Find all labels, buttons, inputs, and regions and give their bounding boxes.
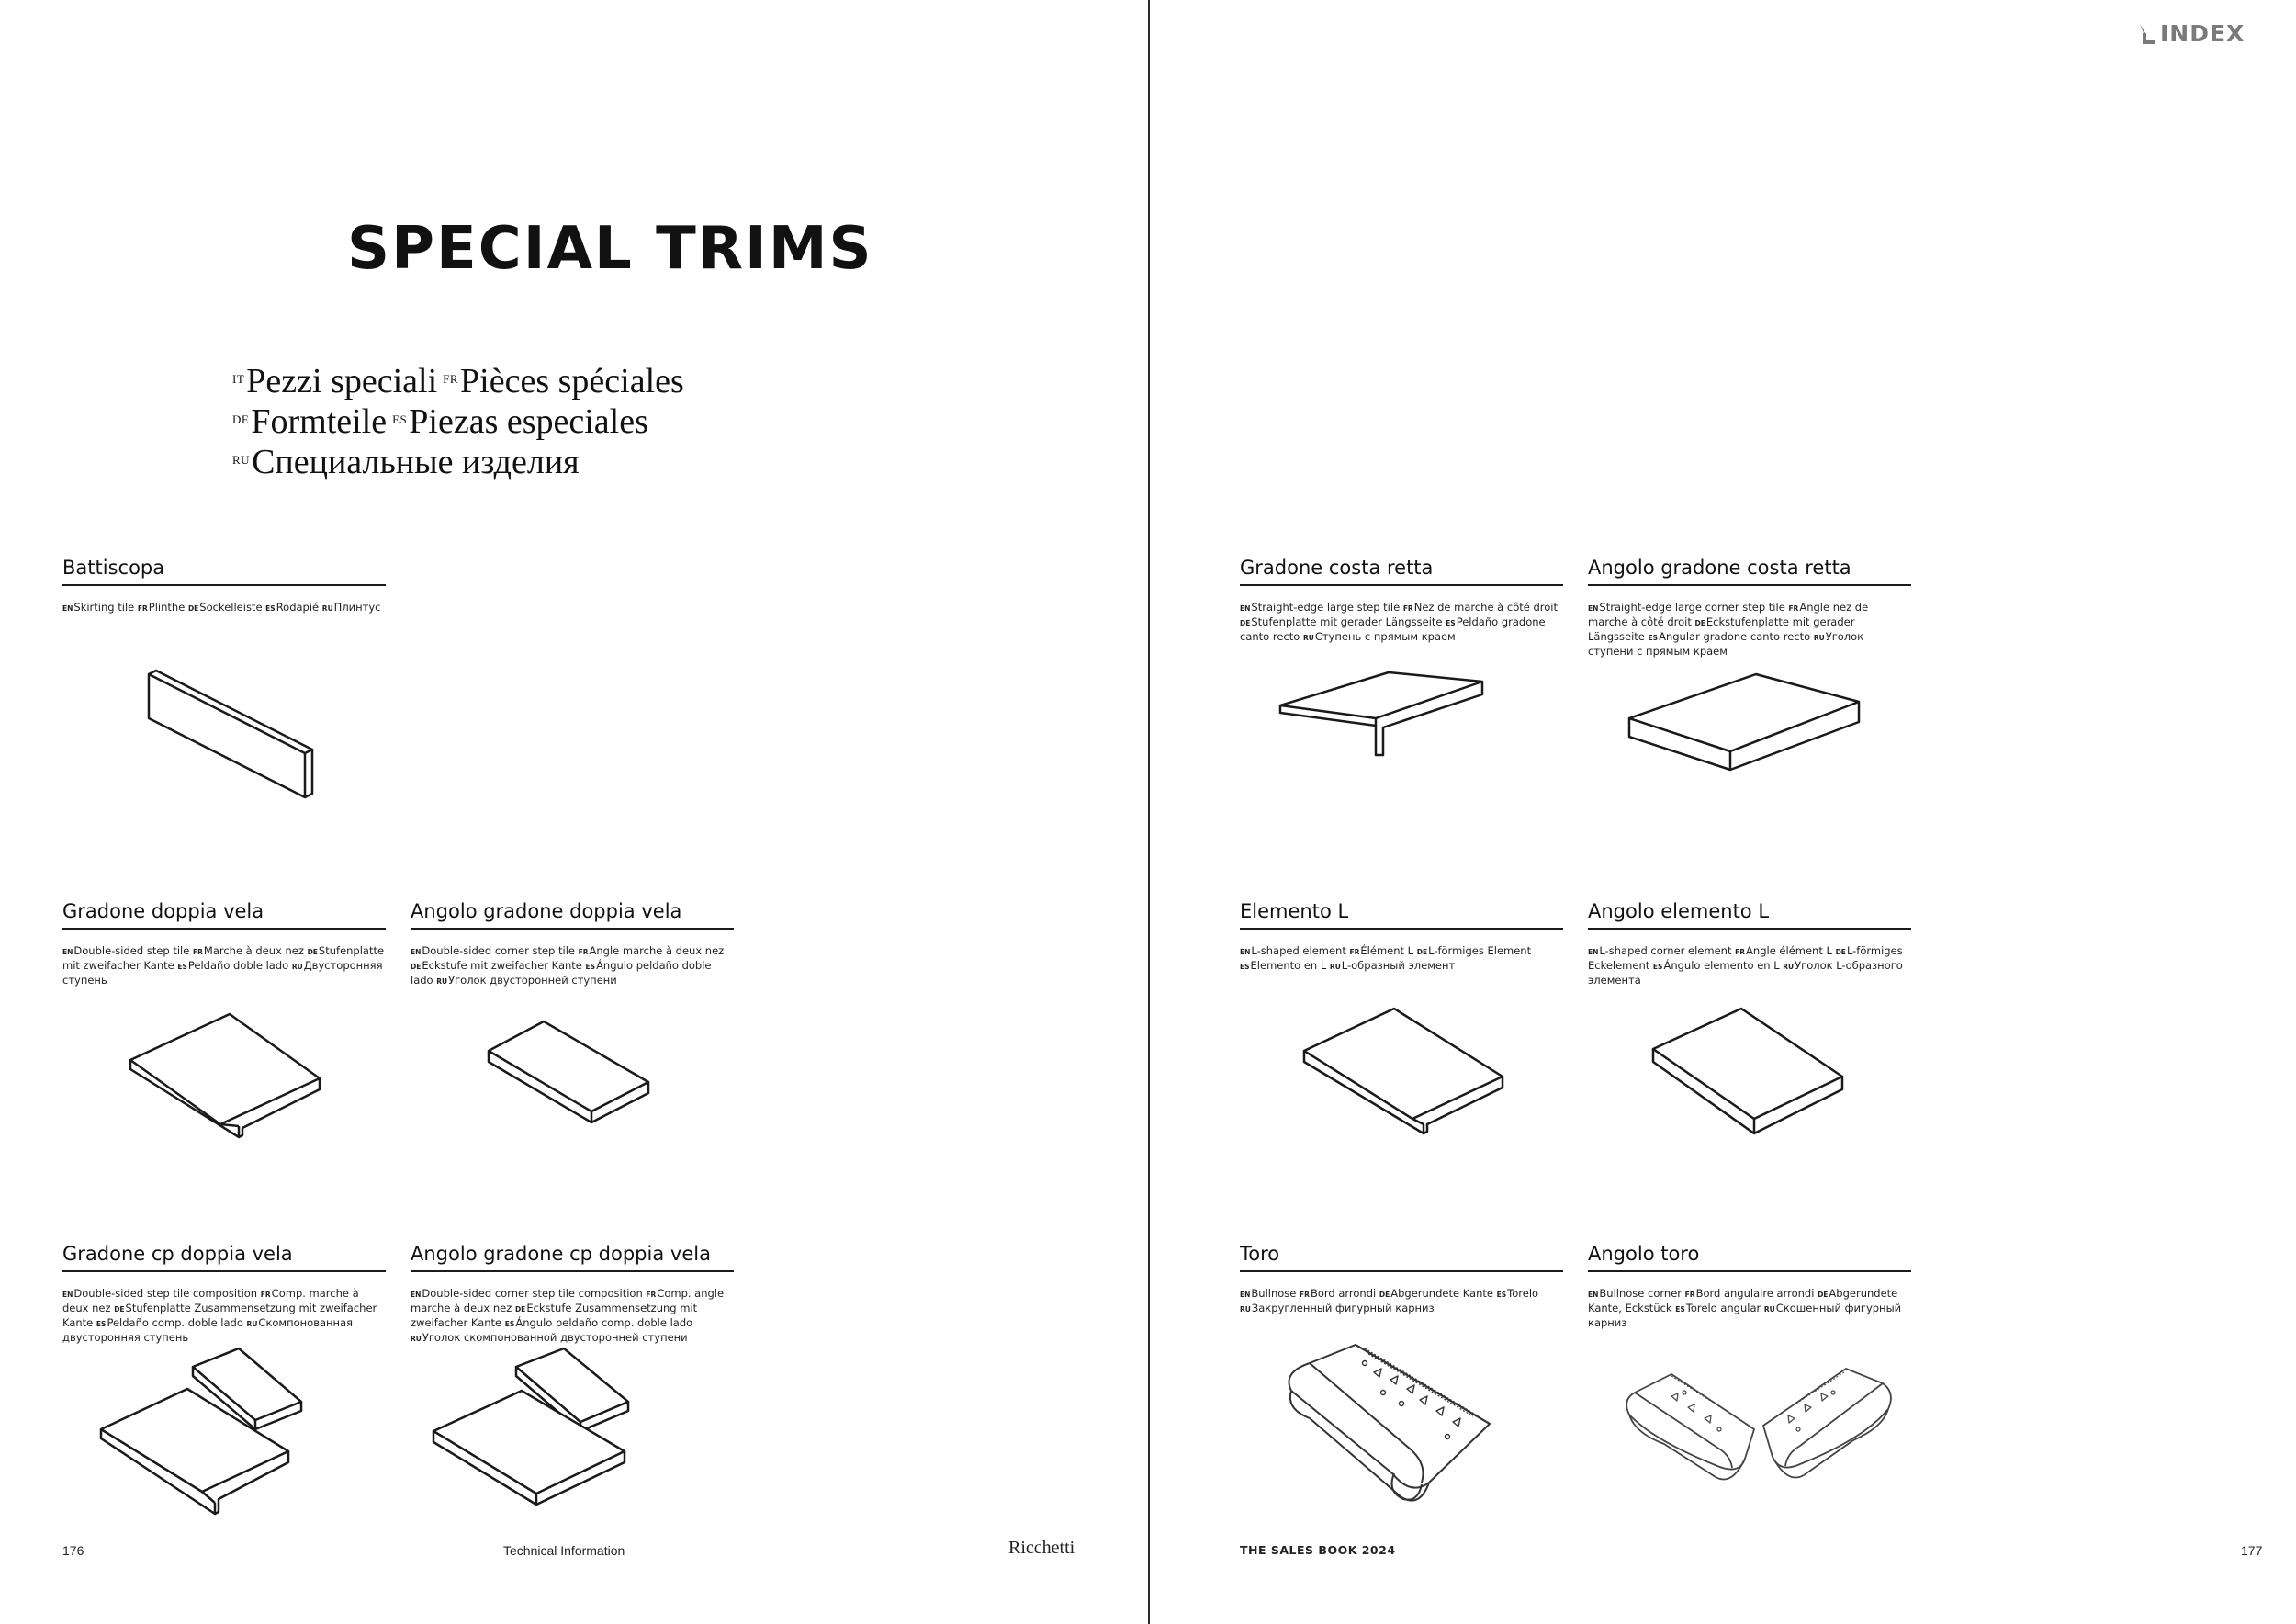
description-text: Bord angulaire arrondi: [1695, 1287, 1818, 1300]
lang-tag: RU: [291, 963, 303, 971]
lang-tag: RU: [1329, 963, 1341, 971]
description-text: Abgerundete Kante, Eckstück: [1588, 1287, 1898, 1314]
trim-title: Angolo toro: [1588, 1243, 1911, 1272]
lang-tag: ES: [1446, 619, 1456, 627]
toro-drawing: [1273, 1336, 1512, 1519]
description-text: Bord arrondi: [1310, 1287, 1379, 1300]
description-text: Ángulo peldaño comp. doble lado: [515, 1316, 693, 1329]
lang-tag: ES: [392, 412, 408, 426]
lang-tag: ES: [177, 963, 187, 971]
battiscopa-drawing: [138, 661, 321, 808]
description-text: Ángulo peldaño doble lado: [411, 959, 712, 987]
description-text: Marche à deux nez: [203, 944, 308, 957]
subtitle-text: Специальные изделия: [252, 443, 580, 481]
lang-tag: FR: [646, 1291, 657, 1299]
page-number-right: 177: [2241, 1543, 2263, 1558]
lang-tag: ES: [504, 1320, 515, 1328]
description-text: Double-sided corner step tile: [422, 944, 579, 957]
description-text: Eckstufe mit zweifacher Kante: [422, 959, 586, 972]
description-text: Bullnose: [1251, 1287, 1300, 1300]
index-arrow-icon: [2138, 22, 2158, 46]
page-title: SPECIAL TRIMS: [347, 215, 873, 283]
description-text: Angle marche à deux nez: [589, 944, 725, 957]
lang-tag: FR: [1402, 604, 1413, 613]
trim-title: Gradone cp doppia vela: [62, 1243, 386, 1272]
trim-description: [411, 1287, 734, 1346]
lang-tag: EN: [1588, 948, 1599, 956]
description-text: Angle élément L: [1746, 944, 1836, 957]
gradone-costa-retta-drawing: [1273, 658, 1493, 777]
trim-item-angolo-toro: [1588, 1243, 1911, 1330]
lang-tag: ES: [585, 963, 596, 971]
angolo-gradone-doppia-vela-drawing: [478, 1010, 661, 1139]
description-text: Torelo angular: [1685, 1302, 1764, 1314]
subtitle-text: Formteile: [251, 402, 388, 441]
lang-tag: DE: [232, 412, 250, 426]
trim-description: [1240, 1287, 1563, 1316]
description-text: Double-sided step tile composition: [73, 1287, 261, 1300]
trim-description: [1588, 601, 1911, 659]
description-text: Sockelleiste: [199, 601, 266, 614]
description-text: Stufenplatte Zusammensetzung mit zweifacher Kante: [62, 1302, 377, 1329]
lang-tag: FR: [1788, 604, 1799, 613]
description-text: Bullnose corner: [1599, 1287, 1685, 1300]
description-text: Skirting tile: [73, 601, 138, 614]
angolo-gradone-cp-doppia-vela-drawing: [424, 1343, 645, 1536]
description-text: Двусторонняя ступень: [62, 959, 383, 987]
description-text: Stufenplatte mit zweifacher Kante: [62, 944, 385, 972]
description-text: L-förmiges Eckelement: [1588, 944, 1903, 972]
lang-tag: FR: [1300, 1291, 1310, 1299]
trim-item-toro: [1240, 1243, 1563, 1316]
lang-tag: DE: [1694, 619, 1705, 627]
lang-tag: IT: [232, 372, 245, 386]
lang-tag: RU: [1240, 1305, 1251, 1314]
trim-item-angolo-gradone-doppia-vela: [411, 900, 734, 988]
description-text: Плинтус: [333, 601, 381, 614]
description-text: L-образный элемент: [1341, 959, 1456, 972]
lang-tag: RU: [411, 1335, 422, 1343]
index-label: INDEX: [2160, 20, 2245, 47]
lang-tag: RU: [1763, 1305, 1775, 1314]
description-text: Rodapié: [276, 601, 322, 614]
lang-tag: EN: [62, 1291, 73, 1299]
subtitle-text: Piezas especiales: [409, 402, 648, 441]
description-text: Уголок L-образного элемента: [1588, 959, 1903, 987]
lang-tag: ES: [1240, 963, 1250, 971]
trim-title: Gradone doppia vela: [62, 900, 386, 930]
lang-tag: RU: [321, 604, 333, 613]
subtitle-row: [232, 441, 684, 481]
trim-description: [62, 944, 386, 987]
lang-tag: EN: [1240, 604, 1251, 613]
lang-tag: ES: [1648, 634, 1659, 642]
description-text: Уголок скомпонованной двусторонней ступени: [422, 1331, 688, 1344]
lang-tag: FR: [578, 948, 589, 956]
sales-book-label: THE SALES BOOK 2024: [1240, 1543, 1396, 1557]
lang-tag: ES: [1652, 963, 1663, 971]
lang-tag: EN: [411, 1291, 422, 1299]
description-text: Nez de marche à côté droit: [1413, 601, 1559, 614]
trim-description: [1588, 944, 1911, 987]
trim-description: [62, 601, 386, 615]
description-text: Закругленный фигурный карниз: [1251, 1302, 1435, 1314]
trim-item-gradone-cp-doppia-vela: [62, 1243, 386, 1345]
lang-tag: DE: [411, 963, 422, 971]
description-text: Скомпонованная двусторонняя ступень: [62, 1316, 354, 1344]
lang-tag: RU: [1783, 963, 1795, 971]
gradone-cp-doppia-vela-drawing: [92, 1343, 312, 1536]
description-text: L-shaped element: [1251, 944, 1350, 957]
trim-description: [1240, 944, 1563, 974]
lang-tag: FR: [137, 604, 148, 613]
lang-tag: DE: [114, 1305, 125, 1314]
description-text: Elemento en L: [1250, 959, 1330, 972]
description-text: Straight-edge large step tile: [1251, 601, 1403, 614]
lang-tag: EN: [1240, 1291, 1251, 1299]
description-text: Straight-edge large corner step tile: [1599, 601, 1789, 614]
trim-title: Elemento L: [1240, 900, 1563, 930]
lang-tag: ES: [1675, 1305, 1685, 1314]
trim-title: Toro: [1240, 1243, 1563, 1272]
trim-title: Angolo elemento L: [1588, 900, 1911, 930]
description-text: Double-sided corner step tile composition: [422, 1287, 647, 1300]
lang-tag: RU: [246, 1320, 258, 1328]
trim-item-angolo-gradone-cp-doppia-vela: [411, 1243, 734, 1346]
description-text: Eckstufe Zusammensetzung mit zweifacher Kante: [411, 1302, 698, 1329]
description-text: Torelo: [1507, 1287, 1539, 1300]
lang-tag: RU: [232, 453, 251, 467]
description-text: L-förmiges Element: [1428, 944, 1532, 957]
trim-item-gradone-costa-retta: [1240, 557, 1563, 645]
trim-title: Gradone costa retta: [1240, 557, 1563, 586]
description-text: Eckstufenplatte mit gerader Längsseite: [1588, 615, 1855, 643]
index-link[interactable]: [2138, 20, 2245, 47]
section-label: Technical Information: [503, 1543, 625, 1558]
lang-tag: DE: [307, 948, 318, 956]
trim-title: Battiscopa: [62, 557, 386, 586]
trim-description: [62, 1287, 386, 1345]
lang-tag: ES: [265, 604, 276, 613]
description-text: Double-sided step tile: [73, 944, 193, 957]
trim-description: [1240, 601, 1563, 645]
lang-tag: RU: [436, 977, 448, 986]
lang-tag: EN: [1240, 948, 1251, 956]
subtitle-row: [232, 400, 684, 441]
lang-tag: EN: [1588, 604, 1599, 613]
description-text: Stufenplatte mit gerader Längsseite: [1251, 615, 1446, 628]
lang-tag: FR: [192, 948, 203, 956]
trim-item-elemento-l: [1240, 900, 1563, 974]
description-text: Уголок ступени с прямым краем: [1588, 630, 1864, 658]
lang-tag: DE: [1818, 1291, 1829, 1299]
trim-title: Angolo gradone cp doppia vela: [411, 1243, 734, 1272]
description-text: Élément L: [1360, 944, 1417, 957]
gradone-doppia-vela-drawing: [119, 1001, 340, 1139]
brand-logo: Ricchetti: [1008, 1538, 1075, 1558]
page-number-left: 176: [62, 1543, 84, 1558]
description-text: Уголок двусторонней ступени: [448, 974, 617, 987]
lang-tag: DE: [514, 1305, 526, 1314]
description-text: Comp. marche à deux nez: [62, 1287, 359, 1314]
lang-tag: FR: [1735, 948, 1746, 956]
lang-tag: FR: [443, 372, 459, 386]
description-text: L-shaped corner element: [1599, 944, 1736, 957]
trim-description: [411, 944, 734, 988]
trim-item-battiscopa: [62, 557, 386, 615]
lang-tag: DE: [1379, 1291, 1390, 1299]
lang-tag: FR: [1349, 948, 1360, 956]
lang-tag: EN: [62, 604, 73, 613]
subtitle-text: Pièces spéciales: [460, 362, 684, 400]
lang-tag: EN: [62, 948, 73, 956]
lang-tag: DE: [1416, 948, 1428, 956]
description-text: Angular gradone canto recto: [1659, 630, 1814, 643]
description-text: Abgerundete Kante: [1390, 1287, 1497, 1300]
angolo-gradone-costa-retta-drawing: [1618, 665, 1866, 784]
trim-title: Angolo gradone costa retta: [1588, 557, 1911, 586]
lang-tag: ES: [96, 1320, 107, 1328]
lang-tag: EN: [1588, 1291, 1599, 1299]
subtitle-row: [232, 360, 684, 400]
elemento-l-drawing: [1293, 998, 1514, 1135]
subtitle-text: Pezzi speciali: [246, 362, 438, 400]
lang-tag: EN: [411, 948, 422, 956]
trim-item-gradone-doppia-vela: [62, 900, 386, 987]
lang-tag: ES: [1496, 1291, 1507, 1299]
description-text: Peldaño doble lado: [187, 959, 292, 972]
trim-item-angolo-gradone-costa-retta: [1588, 557, 1911, 659]
angolo-toro-drawing: [1616, 1356, 1901, 1512]
trim-item-angolo-elemento-l: [1588, 900, 1911, 987]
description-text: Ступень с прямым краем: [1314, 630, 1456, 643]
lang-tag: DE: [1240, 619, 1251, 627]
lang-tag: DE: [1835, 948, 1846, 956]
lang-tag: RU: [1813, 634, 1825, 642]
trim-description: [1588, 1287, 1911, 1330]
description-text: Comp. angle marche à deux nez: [411, 1287, 725, 1314]
description-text: Ángulo elemento en L: [1663, 959, 1784, 972]
page-spine: [1148, 0, 1150, 1624]
description-text: Angle nez de marche à côté droit: [1588, 601, 1869, 628]
subtitle-translations: [232, 360, 684, 481]
lang-tag: FR: [1684, 1291, 1695, 1299]
description-text: Скошенный фигурный карниз: [1588, 1302, 1902, 1329]
angolo-elemento-l-drawing: [1642, 998, 1853, 1135]
lang-tag: RU: [1302, 634, 1314, 642]
lang-tag: DE: [187, 604, 199, 613]
description-text: Plinthe: [148, 601, 188, 614]
description-text: Peldaño gradone canto recto: [1240, 615, 1546, 643]
trim-title: Angolo gradone doppia vela: [411, 900, 734, 930]
description-text: Peldaño comp. doble lado: [107, 1316, 247, 1329]
lang-tag: FR: [260, 1291, 271, 1299]
